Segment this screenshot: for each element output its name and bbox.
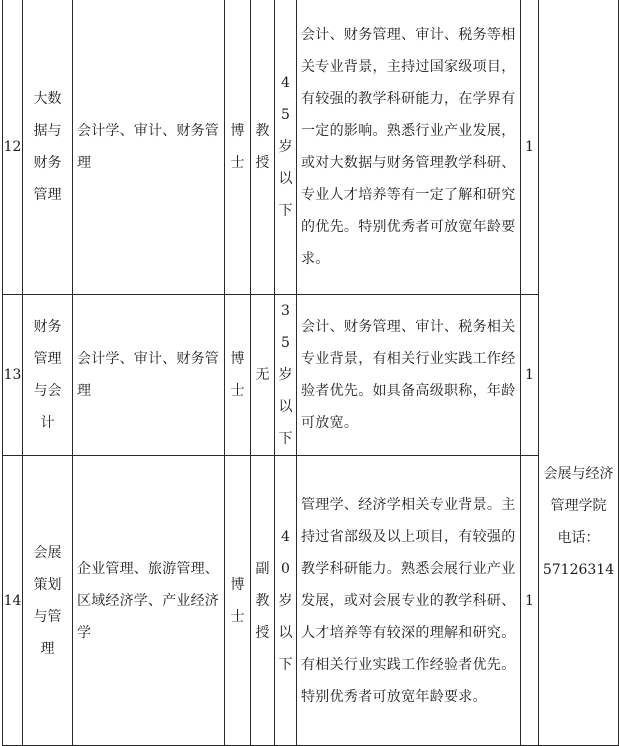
requirement-cell: 会计、财务管理、审计、税务等相关专业背景，主持过国家级项目，有较强的教学科研能力，在学界有一定的影响。熟悉行业产业发展，或对大数据与财务管理教学科研、专业人才培养等有一定了解和研究的优先。特别优秀者可放宽年龄要求。 xyxy=(297,0,521,295)
department-cell xyxy=(539,0,619,746)
row-number: 14 xyxy=(3,456,23,746)
department-phone-label: 电话： xyxy=(557,530,600,546)
table-row-13 xyxy=(3,295,619,456)
position-name: 财务管理与会计 xyxy=(23,295,73,456)
department-phone: 57126314 xyxy=(542,562,615,578)
title-cell: 副教授 xyxy=(251,456,275,746)
recruitment-table xyxy=(2,0,619,746)
table-row-12 xyxy=(3,0,619,295)
count-cell: 1 xyxy=(521,0,539,295)
count-cell: 1 xyxy=(521,456,539,746)
position-name: 大数据与财务管理 xyxy=(23,0,73,295)
position-name: 会展策划与管理 xyxy=(23,456,73,746)
age-cell: 35岁以下 xyxy=(275,295,297,456)
table-row-14 xyxy=(3,456,619,746)
degree-cell: 博士 xyxy=(225,295,251,456)
degree-cell: 博士 xyxy=(225,456,251,746)
requirement-cell: 管理学、经济学相关专业背景。主持过省部级及以上项目，有较强的教学科研能力。熟悉会展行业产业发展，或对会展专业的教学科研、人才培养等有较深的理解和研究。有相关行业实践工作经验者优先。特别优秀者可放宽年龄要求。 xyxy=(297,456,521,746)
major-cell: 会计学、审计、财务管理 xyxy=(73,0,225,295)
row-number: 13 xyxy=(3,295,23,456)
requirement-cell: 会计、财务管理、审计、税务相关专业背景，有相关行业实践工作经验者优先。如具备高级职称，年龄可放宽。 xyxy=(297,295,521,456)
title-cell: 无 xyxy=(251,295,275,456)
major-cell: 企业管理、旅游管理、区域经济学、产业经济学 xyxy=(73,456,225,746)
count-cell: 1 xyxy=(521,295,539,456)
row-number: 12 xyxy=(3,0,23,295)
title-cell: 教授 xyxy=(251,0,275,295)
degree-cell: 博士 xyxy=(225,0,251,295)
department-name: 会展与经济管理学院 xyxy=(543,466,614,514)
age-cell: 40岁以下 xyxy=(275,456,297,746)
age-cell: 45岁以下 xyxy=(275,0,297,295)
major-cell: 会计学、审计、财务管理 xyxy=(73,295,225,456)
